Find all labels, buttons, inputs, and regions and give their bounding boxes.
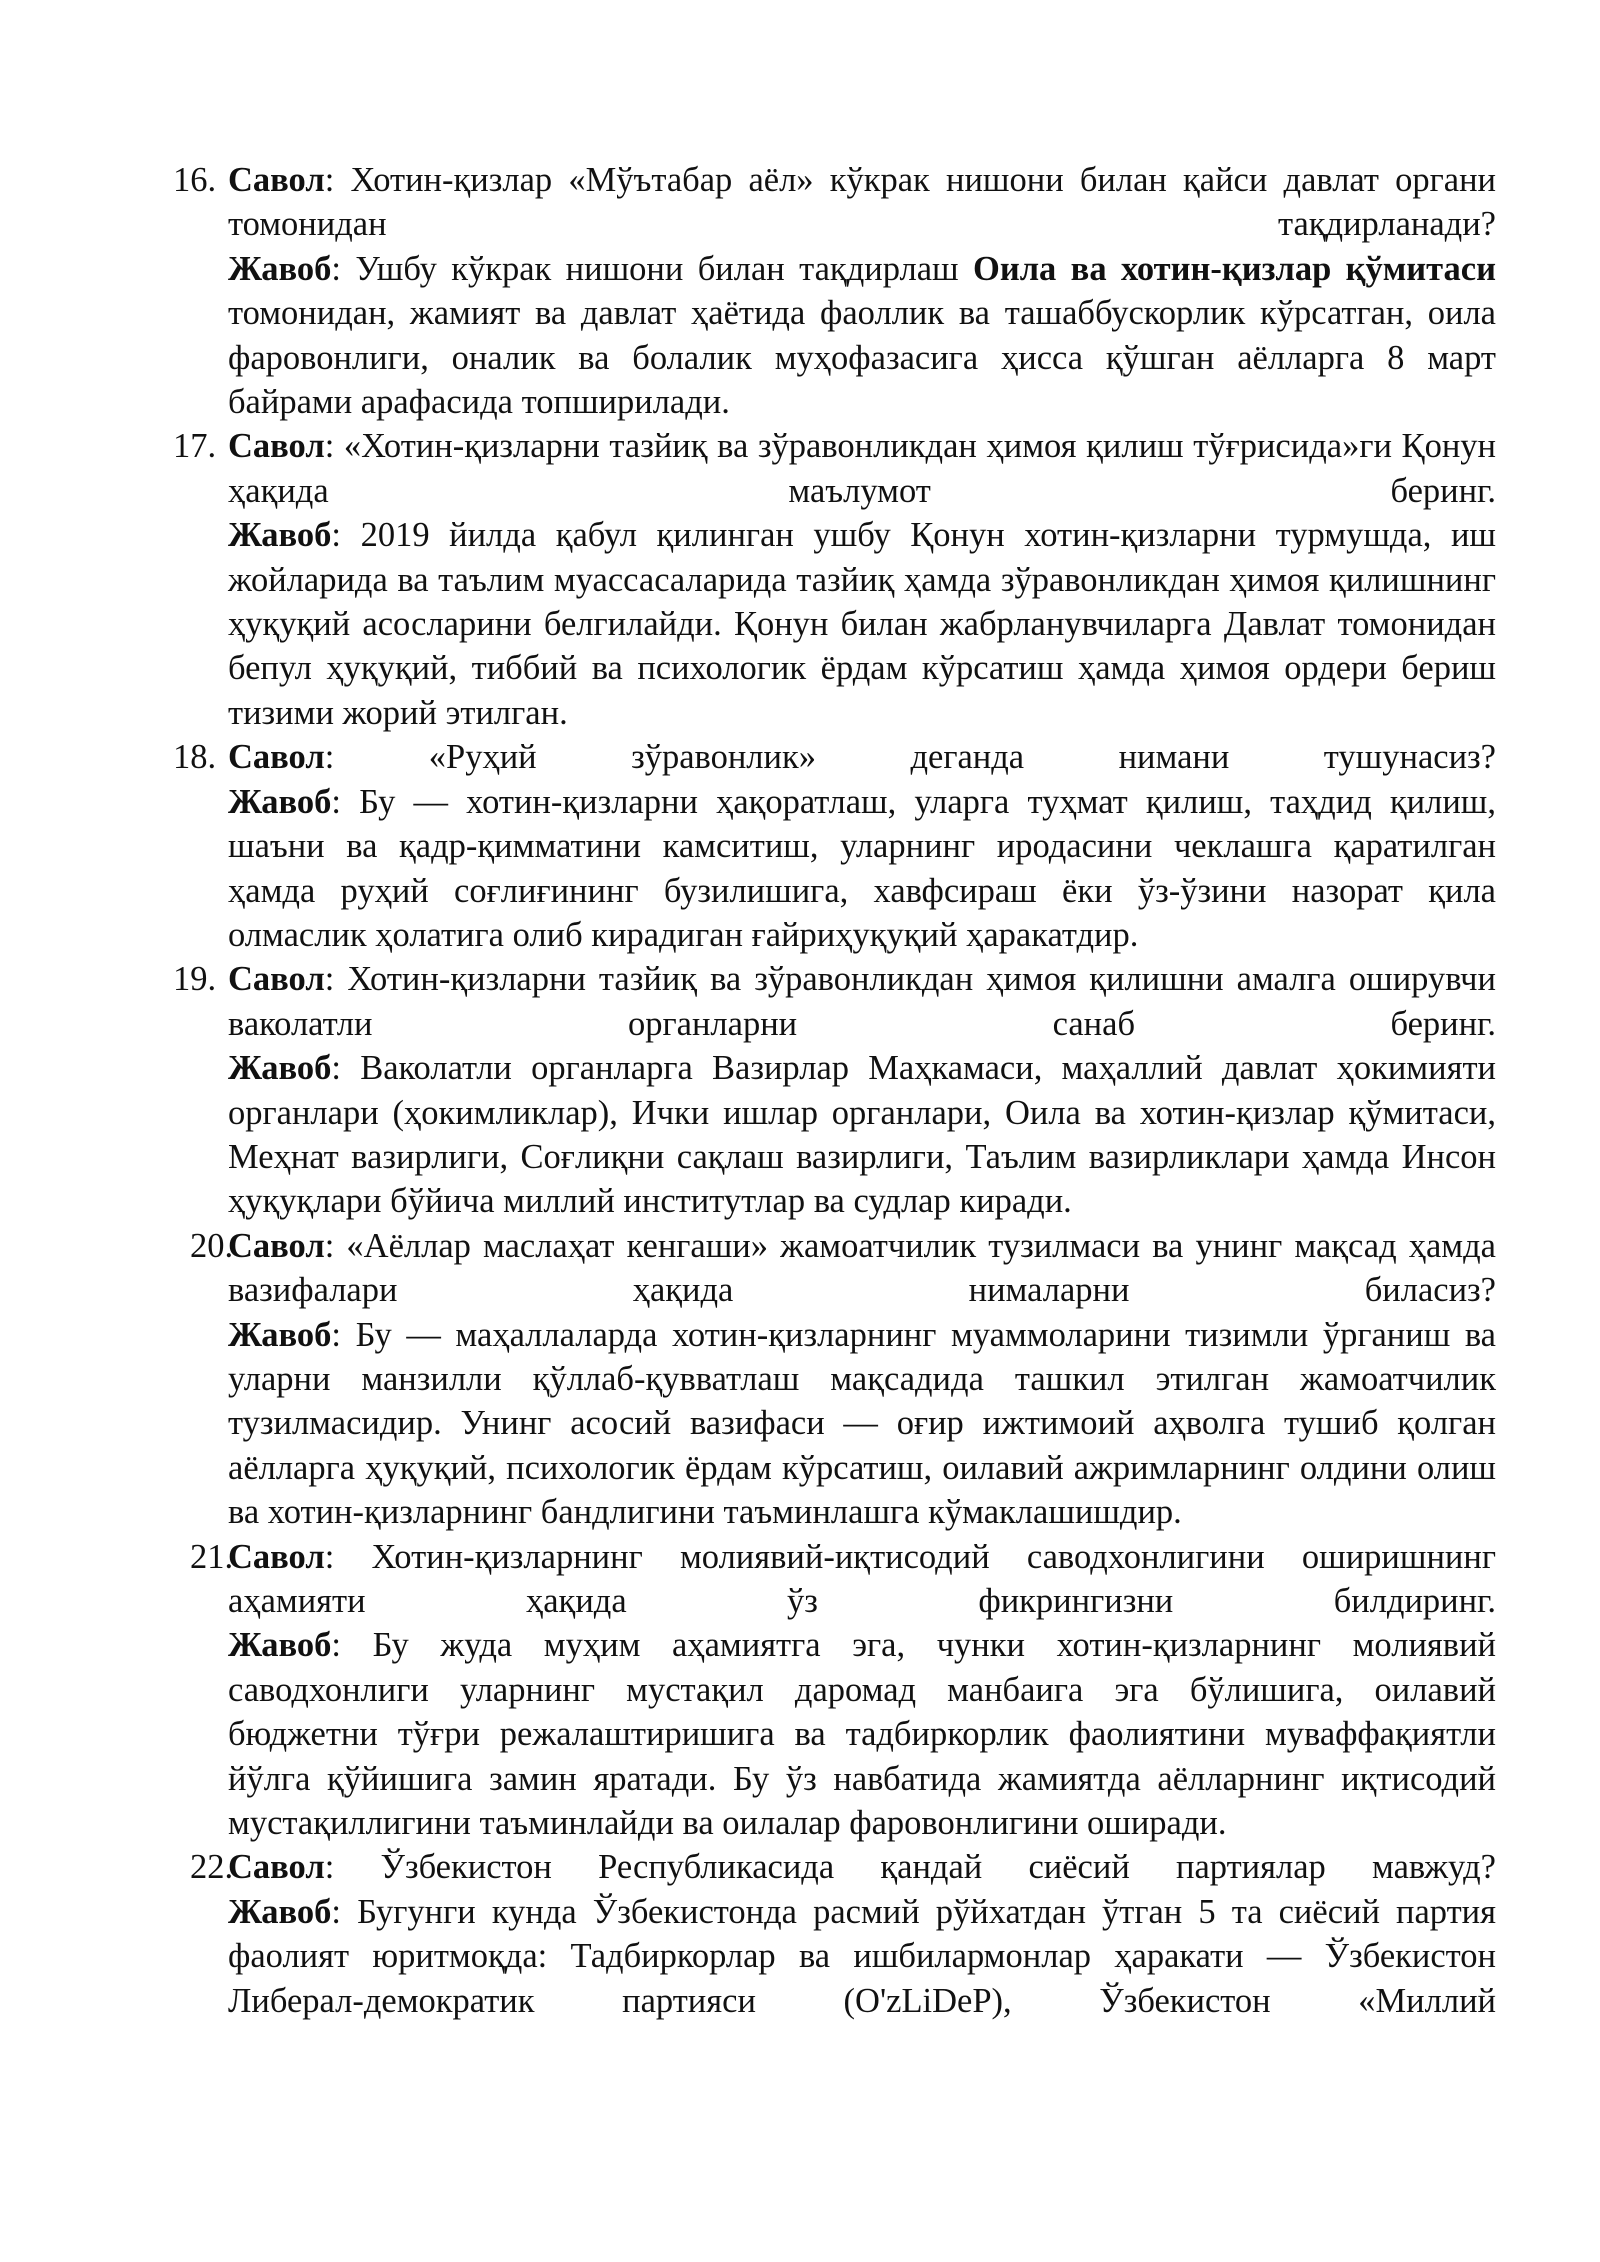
question	[228, 158, 1496, 247]
answer	[228, 780, 1496, 958]
question	[228, 1535, 1496, 1624]
qa-item-17	[173, 424, 1496, 735]
question	[228, 1224, 1496, 1313]
answer-label: Жавоб	[228, 249, 332, 288]
question	[228, 957, 1496, 1046]
answer-label: Жавоб	[228, 1315, 332, 1354]
question-label: Савол	[228, 1226, 325, 1265]
question-text: : «Хотин-қизларни тазйиқ ва зўравонликдан ҳимоя қилиш тўғрисида»ги Қонун ҳақида маълумот беринг.	[228, 427, 1496, 510]
qa-item-19	[173, 957, 1496, 1223]
answer-label: Жавоб	[228, 1626, 332, 1665]
answer-text: : Ушбу кўкрак нишони билан тақдирлаш	[331, 249, 973, 288]
question-text: : «Руҳий зўравонлик» деганда нимани тушунасиз?	[324, 738, 1496, 777]
question-label: Савол	[228, 161, 325, 199]
item-number: 20.	[190, 1226, 234, 1265]
question-text: : Хотин-қизлар «Мўътабар аёл» кўкрак нишони билан қайси давлат органи томонидан тақдирланади?	[228, 161, 1496, 244]
answer-text: : Бу — маҳаллаларда хотин-қизларнинг муаммоларини тизимли ўрганиш ва уларни манзилли қўллаб-қувватлаш мақсадида ташкил этилган жамоатчилик тузилмасидир. Унинг асосий вазифаси — оғир ижтимоий аҳволга тушиб қолган аёлларга ҳуқуқий, психологик ёрдам кўрсатиш, оилавий ажримларнинг олдини олиш ва хотин-қизларнинг бандлигини таъминлашга кўмаклашишдир.	[228, 1315, 1496, 1532]
answer-text: : Бу жуда муҳим аҳамиятга эга, чунки хотин-қизларнинг молиявий саводхонлиги уларнинг мустақил даромад манбаига эга бўлишига, оилавий бюджетни тўғри режалаштиришига ва тадбиркорлик фаолиятини муваффақиятли йўлга қўйишига замин яратади. Бу ўз навбатида жамиятда аёлларнинг иқтисодий мустақиллигини таъминлайди ва оилалар фаровонлигини оширади.	[228, 1626, 1496, 1843]
question-label: Савол	[228, 738, 325, 777]
answer	[228, 1890, 1496, 2023]
answer	[228, 1046, 1496, 1224]
answer-text: : 2019 йилда қабул қилинган ушбу Қонун хотин-қизларни турмушда, иш жойларида ва таълим муассасаларида тазйиқ ҳамда зўравонликдан ҳимоя қилишнинг ҳуқуқий асосларини белгилайди. Қонун билан жабрланувчиларга Давлат томонидан бепул ҳуқуқий, тиббий ва психологик ёрдам кўрсатиш ҳамда ҳимоя ордери бериш тизими жорий этилган.	[228, 516, 1496, 732]
answer	[228, 247, 1496, 425]
question	[228, 735, 1496, 779]
item-number: 21.	[190, 1537, 234, 1576]
question-label: Савол	[228, 960, 325, 999]
answer	[228, 1313, 1496, 1535]
question-label: Савол	[228, 427, 325, 466]
answer-emphasis: Оила ва хотин-қизлар қўмитаси	[972, 249, 1496, 288]
answer	[228, 513, 1496, 735]
answer-label: Жавоб	[228, 782, 332, 821]
answer-text: : Ваколатли органларга Вазирлар Маҳкамаси, маҳаллий давлат ҳокимияти органлари (ҳокимликлар), Ички ишлар органлари, Оила ва хотин-қизлар қўмитаси, Меҳнат вазирлиги, Соғлиқни сақлаш вазирлиги, Таълим вазирликлари ҳамда Инсон ҳуқуқлари бўйича миллий институтлар ва судлар киради.	[228, 1049, 1496, 1221]
item-number: 18.	[173, 738, 217, 777]
answer	[228, 1623, 1496, 1845]
answer-text: : Бугунги кунда Ўзбекистонда расмий рўйхатдан ўтган 5 та сиёсий партия фаолият юритмоқда: Тадбиркорлар ва ишбилармонлар ҳаракати — Ўзбекистон Либерал-демократик партияси (O'zLiDeP), Ўзбекистон «Миллий	[228, 1892, 1496, 2020]
item-number: 19.	[173, 960, 217, 999]
answer-text-continued: томонидан, жамият ва давлат ҳаётида фаоллик ва ташаббускорлик кўрсатган, оила фаровонлиги, оналик ва болалик муҳофазасига ҳисса қўшган аёлларга 8 март байрами арафасида топширилади.	[228, 294, 1496, 422]
question	[228, 424, 1496, 513]
qa-item-22	[190, 1845, 1496, 2023]
question	[228, 1845, 1496, 1889]
question-label: Савол	[228, 1537, 325, 1576]
question-text: : Хотин-қизларни тазйиқ ва зўравонликдан ҳимоя қилишни амалга оширувчи ваколатли органларни санаб беринг.	[228, 960, 1496, 1043]
document-page	[0, 158, 1600, 2023]
question-text: : Ўзбекистон Республикасида қандай сиёсий партиялар мавжуд?	[324, 1848, 1496, 1887]
qa-item-20	[190, 1224, 1496, 1535]
answer-label: Жавоб	[228, 1049, 332, 1088]
answer-text: : Бу — хотин-қизларни ҳақоратлаш, уларга туҳмат қилиш, таҳдид қилиш, шаъни ва қадр-қимматини камситиш, уларнинг иродасини чеклашга қаратилган ҳамда руҳий соғлиғининг бузилишига, хавфсираш ёки ўз-ўзини назорат қила олмаслик ҳолатига олиб кирадиган ғайриҳуқуқий ҳаракатдир.	[228, 782, 1496, 954]
item-number: 16.	[173, 161, 217, 199]
answer-label: Жавоб	[228, 1892, 332, 1931]
qa-item-18	[173, 735, 1496, 957]
answer-label: Жавоб	[228, 516, 332, 555]
question-label: Савол	[228, 1848, 325, 1887]
qa-item-16	[173, 158, 1496, 424]
item-number: 17.	[173, 427, 217, 466]
question-text: : Хотин-қизларнинг молиявий-иқтисодий саводхонлигини оширишнинг аҳамияти ҳақида ўз фикрингизни билдиринг.	[228, 1537, 1496, 1620]
qa-item-21	[190, 1535, 1496, 1846]
question-text: : «Аёллар маслаҳат кенгаши» жамоатчилик тузилмаси ва унинг мақсад ҳамда вазифалари ҳақида нималарни биласиз?	[228, 1226, 1496, 1310]
item-number: 22.	[190, 1848, 234, 1887]
